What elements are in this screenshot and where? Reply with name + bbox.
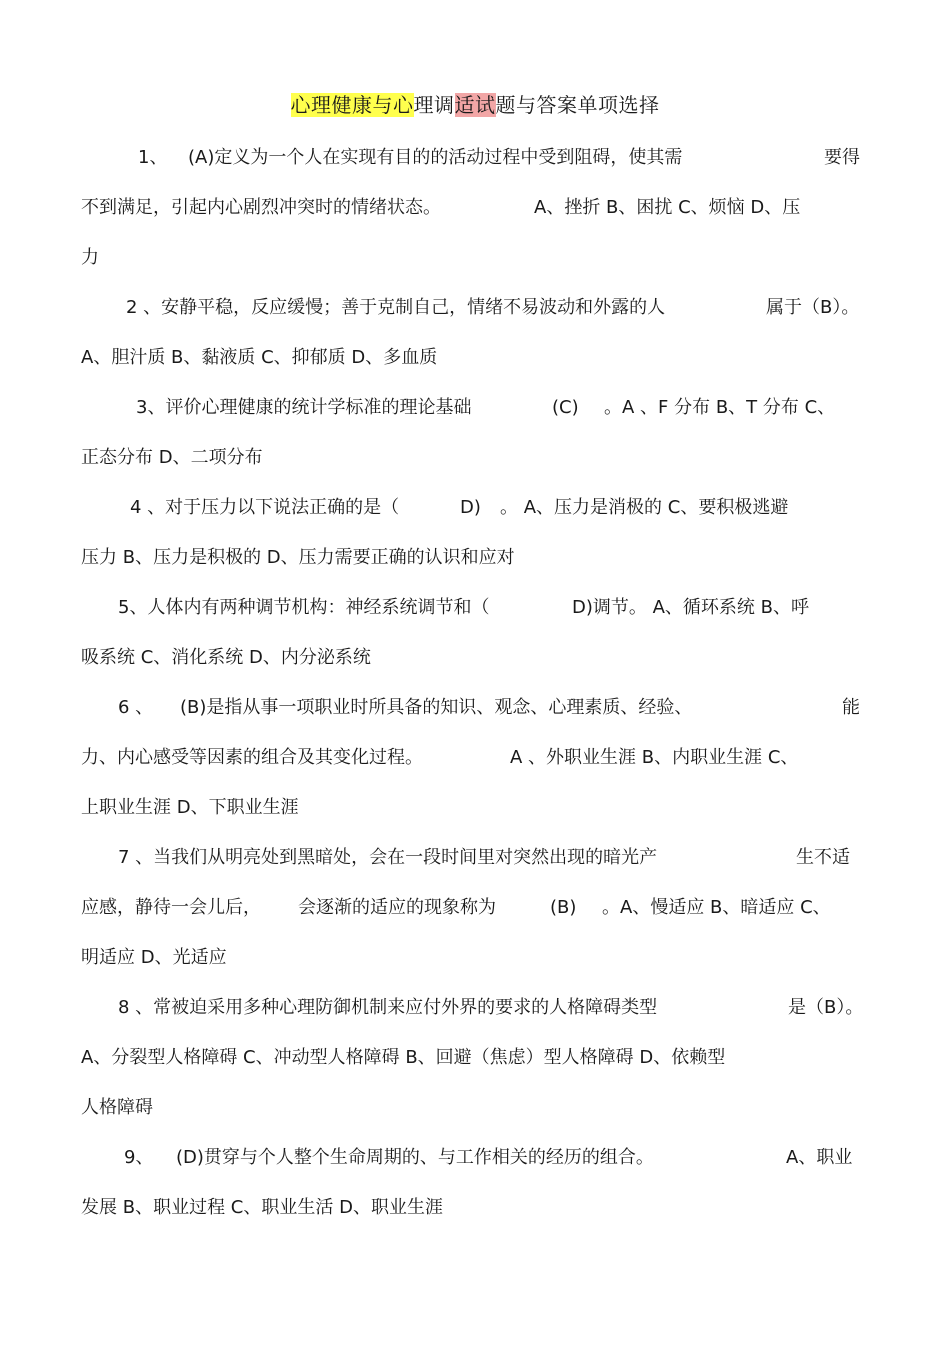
title-text: 理调: [413, 93, 455, 117]
document-title: [0, 88, 950, 122]
question-text: 2 、安静平稳，反应缓慢；善于克制自己，情绪不易波动和外露的人: [126, 297, 666, 318]
answer-mark: D): [460, 497, 481, 518]
question-9-line-1: [0, 1141, 950, 1175]
title-highlight-yellow: 心理健康与心: [290, 93, 414, 117]
question-5-line-1: [0, 591, 950, 625]
answer-options: A、胆汁质 B、黏液质 C、抑郁质 D、多血质: [81, 347, 438, 368]
title-text: 题与答案单项选择: [495, 93, 660, 117]
question-1-line-3: [0, 241, 950, 275]
question-7-line-2: [0, 891, 950, 925]
question-text: (A)定义为一个人在实现有目的的活动过程中受到阻碍，使其需: [188, 147, 683, 168]
answer-options: A、职业: [786, 1147, 853, 1168]
answer-options: 上职业生涯 D、下职业生涯: [81, 797, 299, 818]
question-text: 5、人体内有两种调节机构：神经系统调节和（: [118, 597, 490, 618]
answer-mark: (B): [550, 897, 577, 918]
question-8-line-2: [0, 1041, 950, 1075]
answer-options: 发展 B、职业过程 C、职业生活 D、职业生涯: [81, 1197, 443, 1218]
question-text: 3、评价心理健康的统计学标准的理论基础: [136, 397, 472, 418]
question-text: 7 、当我们从明亮处到黑暗处，会在一段时间里对突然出现的暗光产: [118, 847, 658, 868]
answer-options: 人格障碍: [81, 1097, 153, 1118]
answer-options: 明适应 D、光适应: [81, 947, 227, 968]
question-text: (D)贯穿与个人整个生命周期的、与工作相关的经历的组合。: [176, 1147, 654, 1168]
question-text: 会逐渐的适应的现象称为: [298, 897, 496, 918]
answer-options: 正态分布 D、二项分布: [81, 447, 263, 468]
question-6-line-2: [0, 741, 950, 775]
question-2-line-1: [0, 291, 950, 325]
question-6-line-1: [0, 691, 950, 725]
question-8-line-3: [0, 1091, 950, 1125]
question-2-line-2: [0, 341, 950, 375]
question-text: 应感，静待一会儿后，: [81, 897, 261, 918]
answer-options: 力: [81, 247, 99, 268]
answer-options: A、分裂型人格障碍 C、冲动型人格障碍 B、回避（焦虑）型人格障碍 D、依赖型: [81, 1047, 726, 1068]
answer-options: D)调节。 A、循环系统 B、呼: [572, 597, 809, 618]
question-6-line-3: [0, 791, 950, 825]
answer-options: 吸系统 C、消化系统 D、内分泌系统: [81, 647, 371, 668]
question-text: 能: [842, 697, 860, 718]
question-7-line-3: [0, 941, 950, 975]
question-text: 要得: [824, 147, 860, 168]
question-text: (B)是指从事一项职业时所具备的知识、观念、心理素质、经验、: [180, 697, 693, 718]
answer-options: 。A、慢适应 B、暗适应 C、: [602, 897, 831, 918]
question-number: 9、: [124, 1147, 154, 1168]
question-number: 6 、: [118, 697, 154, 718]
question-8-line-1: [0, 991, 950, 1025]
question-text: 4 、对于压力以下说法正确的是（: [130, 497, 400, 518]
question-text: 不到满足，引起内心剧烈冲突时的情绪状态。: [81, 197, 441, 218]
question-5-line-2: [0, 641, 950, 675]
answer-options: A、挫折 B、困扰 C、烦恼 D、压: [534, 197, 801, 218]
question-number: 1、: [138, 147, 168, 168]
question-text: 属于（B）。: [766, 297, 860, 318]
question-1-line-1: [0, 141, 950, 175]
question-4-line-1: [0, 491, 950, 525]
question-7-line-1: [0, 841, 950, 875]
answer-mark: (C): [552, 397, 579, 418]
question-text: 是（B）。: [788, 997, 864, 1018]
question-3-line-2: [0, 441, 950, 475]
question-text: 力、内心感受等因素的组合及其变化过程。: [81, 747, 423, 768]
answer-options: 。 A、压力是消极的 C、要积极逃避: [500, 497, 789, 518]
title-highlight-pink: 适试: [454, 93, 496, 117]
question-1-line-2: [0, 191, 950, 225]
question-9-line-2: [0, 1191, 950, 1225]
question-4-line-2: [0, 541, 950, 575]
answer-options: 。A 、F 分布 B、T 分布 C、: [604, 397, 836, 418]
question-text: 生不适: [796, 847, 850, 868]
question-text: 8 、常被迫采用多种心理防御机制来应付外界的要求的人格障碍类型: [118, 997, 658, 1018]
answer-options: A 、外职业生涯 B、内职业生涯 C、: [510, 747, 799, 768]
answer-options: 压力 B、压力是积极的 D、压力需要正确的认识和应对: [81, 547, 515, 568]
question-3-line-1: [0, 391, 950, 425]
